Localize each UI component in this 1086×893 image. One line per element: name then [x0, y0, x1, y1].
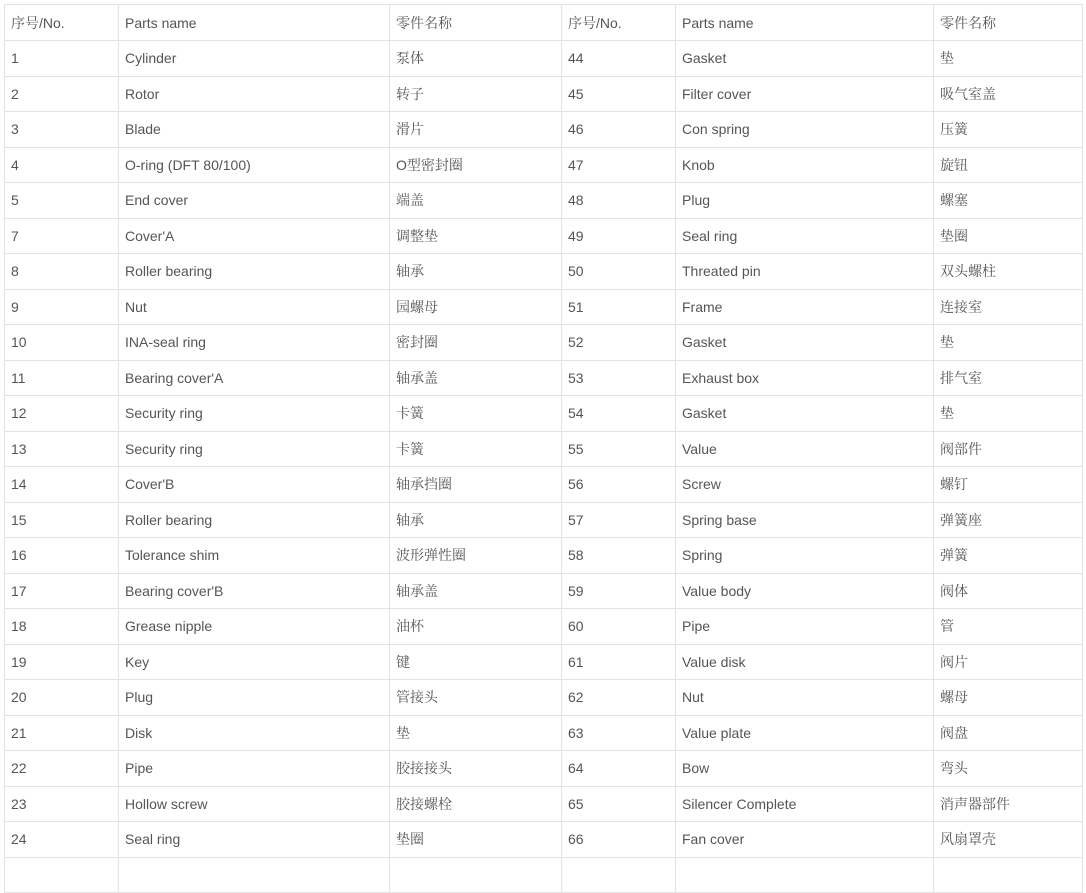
header-no-right: 序号/No.: [562, 5, 676, 41]
cell-parts-name-right: Pipe: [676, 609, 934, 645]
cell-no-left: 10: [5, 325, 119, 361]
cell-no-right: 48: [562, 183, 676, 219]
table-row: [5, 76, 1083, 112]
cell-parts-name-right: Threated pin: [676, 254, 934, 290]
cell-no-left: 24: [5, 822, 119, 858]
cell-parts-name-right: Silencer Complete: [676, 786, 934, 822]
cell-parts-name-right: Gasket: [676, 325, 934, 361]
cell-no-right: 61: [562, 644, 676, 680]
cell-no-right: 65: [562, 786, 676, 822]
cell-chinese-name-right: 压簧: [934, 112, 1083, 148]
cell-chinese-name-right: 弹簧: [934, 538, 1083, 574]
cell-parts-name-right: Bow: [676, 751, 934, 787]
cell-parts-name-right: Value disk: [676, 644, 934, 680]
cell-chinese-name-right: 阀体: [934, 573, 1083, 609]
parts-list: [4, 4, 1082, 893]
cell-chinese-name-right: 阀盘: [934, 715, 1083, 751]
parts-table: [4, 4, 1083, 893]
cell-parts-name-right: Gasket: [676, 396, 934, 432]
cell-parts-name-left: Tolerance shim: [119, 538, 390, 574]
cell-no-left: 12: [5, 396, 119, 432]
cell-parts-name-right: Value plate: [676, 715, 934, 751]
cell-chinese-name-left: 胶接接头: [390, 751, 562, 787]
cell-parts-name-left: Bearing cover'A: [119, 360, 390, 396]
cell-no-right: 54: [562, 396, 676, 432]
cell-no-left: 19: [5, 644, 119, 680]
cell-chinese-name-left: 轴承挡圈: [390, 467, 562, 503]
cell-chinese-name-left: 转子: [390, 76, 562, 112]
cell-parts-name-right: Seal ring: [676, 218, 934, 254]
cell-chinese-name-right: 螺钉: [934, 467, 1083, 503]
cell-chinese-name-right: 螺母: [934, 680, 1083, 716]
header-parts-name-left: Parts name: [119, 5, 390, 41]
cell-parts-name-left: INA-seal ring: [119, 325, 390, 361]
cell-chinese-name-right: 消声器部件: [934, 786, 1083, 822]
cell-parts-name-left: Seal ring: [119, 822, 390, 858]
cell-parts-name-left: Grease nipple: [119, 609, 390, 645]
cell-chinese-name-left: 轴承: [390, 254, 562, 290]
cell-no-right: 52: [562, 325, 676, 361]
table-row: [5, 609, 1083, 645]
cell-no-right: 59: [562, 573, 676, 609]
cell-parts-name-left: Cover'A: [119, 218, 390, 254]
cell-parts-name-left: Security ring: [119, 396, 390, 432]
cell-no-right: 66: [562, 822, 676, 858]
cell-no-left: 17: [5, 573, 119, 609]
cell-parts-name-right: Frame: [676, 289, 934, 325]
header-parts-name-right: Parts name: [676, 5, 934, 41]
table-row: [5, 857, 1083, 893]
cell-parts-name-left: Roller bearing: [119, 502, 390, 538]
table-row: [5, 289, 1083, 325]
table-row: [5, 573, 1083, 609]
cell-parts-name-left: Key: [119, 644, 390, 680]
header-chinese-name-left: 零件名称: [390, 5, 562, 41]
header-chinese-name-right: 零件名称: [934, 5, 1083, 41]
cell-parts-name-right: Exhaust box: [676, 360, 934, 396]
cell-chinese-name-right: 弯头: [934, 751, 1083, 787]
cell-parts-name-right: Value body: [676, 573, 934, 609]
cell-no-left: 3: [5, 112, 119, 148]
table-row: [5, 715, 1083, 751]
cell-chinese-name-left: 卡簧: [390, 431, 562, 467]
cell-parts-name-right: Con spring: [676, 112, 934, 148]
cell-no-left: 20: [5, 680, 119, 716]
cell-parts-name-left: Rotor: [119, 76, 390, 112]
cell-parts-name-left: Hollow screw: [119, 786, 390, 822]
cell-chinese-name-left: O型密封圈: [390, 147, 562, 183]
cell-parts-name-right: Gasket: [676, 41, 934, 77]
table-row: [5, 112, 1083, 148]
cell-no-left: 13: [5, 431, 119, 467]
table-row: [5, 786, 1083, 822]
cell-chinese-name-left: 管接头: [390, 680, 562, 716]
cell-no-right: 49: [562, 218, 676, 254]
cell-chinese-name-left: 调整垫: [390, 218, 562, 254]
cell-chinese-name-right: 垫圈: [934, 218, 1083, 254]
table-row: [5, 41, 1083, 77]
cell-parts-name-left: Bearing cover'B: [119, 573, 390, 609]
cell-no-left: 8: [5, 254, 119, 290]
cell-chinese-name-right: 风扇罩壳: [934, 822, 1083, 858]
cell-no-right: 60: [562, 609, 676, 645]
table-row: [5, 396, 1083, 432]
cell-no-right: 55: [562, 431, 676, 467]
table-row: [5, 325, 1083, 361]
cell-chinese-name-left: 波形弹性圈: [390, 538, 562, 574]
cell-chinese-name-right: 连接室: [934, 289, 1083, 325]
header-row: [5, 5, 1083, 41]
cell-no-right: 46: [562, 112, 676, 148]
table-row: [5, 751, 1083, 787]
cell-parts-name-right: Fan cover: [676, 822, 934, 858]
table-row: [5, 502, 1083, 538]
cell-no-left: 4: [5, 147, 119, 183]
cell-chinese-name-left: 泵体: [390, 41, 562, 77]
cell-parts-name-left: Pipe: [119, 751, 390, 787]
cell-chinese-name-left: 轴承盖: [390, 360, 562, 396]
cell-no-left: 5: [5, 183, 119, 219]
cell-no-right: 50: [562, 254, 676, 290]
cell-parts-name-right: Knob: [676, 147, 934, 183]
cell-no-right: 51: [562, 289, 676, 325]
cell-no-right: 57: [562, 502, 676, 538]
cell-parts-name-right: Nut: [676, 680, 934, 716]
header-no-left: 序号/No.: [5, 5, 119, 41]
cell-no-left: 9: [5, 289, 119, 325]
cell-parts-name-left: Nut: [119, 289, 390, 325]
cell-parts-name-left: Roller bearing: [119, 254, 390, 290]
cell-parts-name-left: Blade: [119, 112, 390, 148]
cell-no-left: 18: [5, 609, 119, 645]
cell-chinese-name-left: [390, 857, 562, 893]
cell-parts-name-right: Plug: [676, 183, 934, 219]
cell-chinese-name-right: 双头螺柱: [934, 254, 1083, 290]
cell-no-left: 15: [5, 502, 119, 538]
table-row: [5, 254, 1083, 290]
table-row: [5, 218, 1083, 254]
cell-chinese-name-right: 管: [934, 609, 1083, 645]
cell-parts-name-left: [119, 857, 390, 893]
cell-no-left: 22: [5, 751, 119, 787]
cell-parts-name-left: End cover: [119, 183, 390, 219]
cell-parts-name-right: Value: [676, 431, 934, 467]
cell-chinese-name-right: [934, 857, 1083, 893]
cell-parts-name-left: O-ring (DFT 80/100): [119, 147, 390, 183]
cell-no-right: 58: [562, 538, 676, 574]
table-row: [5, 147, 1083, 183]
cell-no-right: 64: [562, 751, 676, 787]
cell-chinese-name-right: 旋钮: [934, 147, 1083, 183]
cell-parts-name-right: Filter cover: [676, 76, 934, 112]
cell-no-right: 62: [562, 680, 676, 716]
cell-chinese-name-right: 垫: [934, 396, 1083, 432]
cell-chinese-name-left: 卡簧: [390, 396, 562, 432]
table-row: [5, 538, 1083, 574]
cell-chinese-name-left: 轴承: [390, 502, 562, 538]
cell-parts-name-left: Cover'B: [119, 467, 390, 503]
cell-chinese-name-left: 键: [390, 644, 562, 680]
cell-no-right: 47: [562, 147, 676, 183]
table-header: [5, 5, 1083, 41]
cell-no-right: 56: [562, 467, 676, 503]
cell-no-left: 23: [5, 786, 119, 822]
cell-chinese-name-right: 弹簧座: [934, 502, 1083, 538]
cell-no-right: 63: [562, 715, 676, 751]
cell-chinese-name-left: 园螺母: [390, 289, 562, 325]
table-row: [5, 644, 1083, 680]
cell-chinese-name-right: 垫: [934, 325, 1083, 361]
cell-no-right: [562, 857, 676, 893]
cell-chinese-name-right: 垫: [934, 41, 1083, 77]
cell-chinese-name-right: 吸气室盖: [934, 76, 1083, 112]
cell-chinese-name-left: 垫圈: [390, 822, 562, 858]
cell-no-left: 7: [5, 218, 119, 254]
table-row: [5, 467, 1083, 503]
cell-chinese-name-left: 垫: [390, 715, 562, 751]
cell-no-right: 45: [562, 76, 676, 112]
table-row: [5, 822, 1083, 858]
cell-no-right: 53: [562, 360, 676, 396]
table-row: [5, 431, 1083, 467]
table-row: [5, 680, 1083, 716]
cell-chinese-name-right: 螺塞: [934, 183, 1083, 219]
cell-parts-name-left: Cylinder: [119, 41, 390, 77]
cell-chinese-name-left: 端盖: [390, 183, 562, 219]
cell-chinese-name-left: 滑片: [390, 112, 562, 148]
cell-chinese-name-right: 阀部件: [934, 431, 1083, 467]
table-row: [5, 183, 1083, 219]
cell-no-left: 14: [5, 467, 119, 503]
cell-chinese-name-left: 胶接螺栓: [390, 786, 562, 822]
cell-parts-name-right: Screw: [676, 467, 934, 503]
cell-no-left: 1: [5, 41, 119, 77]
cell-no-left: 21: [5, 715, 119, 751]
cell-chinese-name-left: 油杯: [390, 609, 562, 645]
table-body: [5, 41, 1083, 893]
cell-parts-name-left: Plug: [119, 680, 390, 716]
cell-no-left: 16: [5, 538, 119, 574]
cell-chinese-name-left: 轴承盖: [390, 573, 562, 609]
cell-no-left: [5, 857, 119, 893]
table-row: [5, 360, 1083, 396]
cell-parts-name-right: Spring base: [676, 502, 934, 538]
cell-parts-name-left: Security ring: [119, 431, 390, 467]
cell-parts-name-left: Disk: [119, 715, 390, 751]
cell-chinese-name-left: 密封圈: [390, 325, 562, 361]
cell-parts-name-right: Spring: [676, 538, 934, 574]
cell-no-right: 44: [562, 41, 676, 77]
cell-no-left: 11: [5, 360, 119, 396]
cell-parts-name-right: [676, 857, 934, 893]
cell-chinese-name-right: 排气室: [934, 360, 1083, 396]
cell-chinese-name-right: 阀片: [934, 644, 1083, 680]
cell-no-left: 2: [5, 76, 119, 112]
